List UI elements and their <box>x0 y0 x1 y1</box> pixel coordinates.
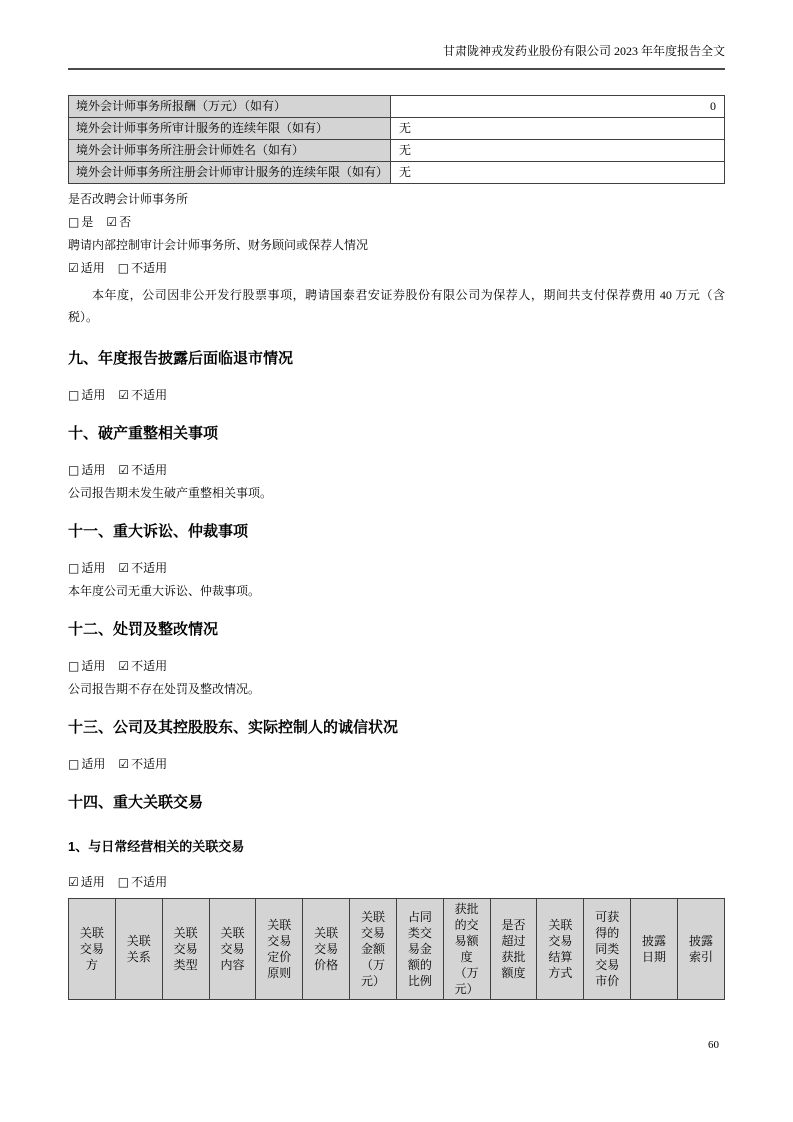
column-header: 关联关系 <box>115 899 162 1000</box>
row-value: 无 <box>391 140 725 162</box>
checkbox-unchecked-icon: □ <box>68 561 80 575</box>
header-rule <box>68 68 725 70</box>
checkbox-checked-icon: ☑ <box>118 388 130 402</box>
column-header: 获批的交易额度（万元） <box>443 899 490 1000</box>
section-9-title: 九、年度报告披露后面临退市情况 <box>68 350 294 367</box>
table-header-row <box>69 899 725 1000</box>
option-label: 不适用 <box>131 261 168 275</box>
checkbox-unchecked-icon: □ <box>117 875 130 889</box>
column-header: 关联交易类型 <box>162 899 209 1000</box>
table-row <box>69 140 725 162</box>
overseas-auditor-table <box>68 95 725 184</box>
option-label: 不适用 <box>131 659 168 673</box>
column-header: 披露索引 <box>677 899 724 1000</box>
column-header: 关联交易定价原则 <box>256 899 303 1000</box>
row-label: 境外会计师事务所审计服务的连续年限（如有） <box>69 118 391 140</box>
section-12-title: 十二、处罚及整改情况 <box>68 621 219 638</box>
column-header: 关联交易金额（万元） <box>350 899 397 1000</box>
option-label: 适用 <box>81 757 106 771</box>
option-not-applicable <box>118 261 167 275</box>
checkbox-checked-icon: ☑ <box>68 875 79 889</box>
option-label: 是 <box>81 215 94 229</box>
section-12-options <box>68 659 725 674</box>
option-applicable <box>68 561 105 575</box>
sponsor-options <box>68 261 725 276</box>
checkbox-unchecked-icon: □ <box>68 215 80 229</box>
checkbox-unchecked-icon: □ <box>117 261 130 275</box>
option-not-applicable <box>118 463 167 477</box>
section-13-title: 十三、公司及其控股股东、实际控制人的诚信状况 <box>68 719 399 736</box>
row-value: 0 <box>391 96 725 118</box>
change-auditor-options <box>68 215 725 230</box>
option-not-applicable <box>118 659 167 673</box>
option-applicable <box>68 261 105 275</box>
table-row <box>69 118 725 140</box>
row-label: 境外会计师事务所注册会计师姓名（如有） <box>69 140 391 162</box>
change-auditor-question: 是否改聘会计师事务所 <box>68 192 189 206</box>
section-10-title: 十、破产重整相关事项 <box>68 425 219 442</box>
option-label: 不适用 <box>131 388 168 402</box>
checkbox-checked-icon: ☑ <box>118 659 130 673</box>
option-label: 适用 <box>81 659 106 673</box>
row-label: 境外会计师事务所注册会计师审计服务的连续年限（如有） <box>69 162 391 184</box>
option-label: 适用 <box>80 261 105 275</box>
page-header-title: 甘肃陇神戎发药业股份有限公司 2023 年年度报告全文 <box>442 44 725 58</box>
column-header: 关联交易价格 <box>303 899 350 1000</box>
row-value: 无 <box>391 118 725 140</box>
option-label: 适用 <box>81 561 106 575</box>
section-13-options <box>68 757 725 772</box>
column-header: 披露日期 <box>631 899 678 1000</box>
section-11-title: 十一、重大诉讼、仲裁事项 <box>68 523 249 540</box>
row-value: 无 <box>391 162 725 184</box>
sponsor-paragraph: 本年度，公司因非公开发行股票事项，聘请国泰君安证券股份有限公司为保荐人，期间共支付保荐费用 40 万元（含税）。 <box>68 288 725 324</box>
option-label: 不适用 <box>131 757 168 771</box>
option-label: 适用 <box>80 875 105 889</box>
table-row <box>69 96 725 118</box>
option-applicable <box>68 388 105 402</box>
page-number: 60 <box>708 1039 719 1051</box>
section-11-options <box>68 561 725 576</box>
section-10-note: 公司报告期未发生破产重整相关事项。 <box>68 486 273 500</box>
checkbox-checked-icon: ☑ <box>118 757 130 771</box>
column-header: 占同类交易金额的比例 <box>396 899 443 1000</box>
checkbox-checked-icon: ☑ <box>118 463 130 477</box>
column-header: 是否超过获批额度 <box>490 899 537 1000</box>
sponsor-lead: 聘请内部控制审计会计师事务所、财务顾问或保荐人情况 <box>68 238 369 252</box>
option-label: 适用 <box>81 463 106 477</box>
related-transactions-table <box>68 898 725 1000</box>
section-10-options <box>68 463 725 478</box>
column-header: 可获得的同类交易市价 <box>584 899 631 1000</box>
section-14-options <box>68 875 725 890</box>
checkbox-checked-icon: ☑ <box>68 261 79 275</box>
option-yes <box>68 215 93 229</box>
section-11-note: 本年度公司无重大诉讼、仲裁事项。 <box>68 584 261 598</box>
option-applicable <box>68 875 105 889</box>
table-row <box>69 162 725 184</box>
checkbox-unchecked-icon: □ <box>68 757 80 771</box>
row-label: 境外会计师事务所报酬（万元）（如有） <box>69 96 391 118</box>
checkbox-checked-icon: ☑ <box>106 215 118 229</box>
column-header: 关联交易内容 <box>209 899 256 1000</box>
column-header: 关联交易结算方式 <box>537 899 584 1000</box>
option-applicable <box>68 463 105 477</box>
option-label: 适用 <box>81 388 106 402</box>
option-applicable <box>68 757 105 771</box>
checkbox-checked-icon: ☑ <box>118 561 130 575</box>
section-9-options <box>68 388 725 403</box>
option-label: 不适用 <box>131 875 168 889</box>
checkbox-unchecked-icon: □ <box>68 388 80 402</box>
option-not-applicable <box>118 757 167 771</box>
option-no <box>106 215 131 229</box>
section-14-subtitle: 1、与日常经营相关的关联交易 <box>68 839 245 854</box>
option-not-applicable <box>118 388 167 402</box>
option-label: 不适用 <box>131 463 168 477</box>
option-not-applicable <box>118 875 167 889</box>
option-applicable <box>68 659 105 673</box>
checkbox-unchecked-icon: □ <box>68 463 80 477</box>
section-12-note: 公司报告期不存在处罚及整改情况。 <box>68 682 261 696</box>
option-label: 不适用 <box>131 561 168 575</box>
checkbox-unchecked-icon: □ <box>68 659 80 673</box>
section-14-title: 十四、重大关联交易 <box>68 794 204 811</box>
option-label: 否 <box>119 215 132 229</box>
column-header: 关联交易方 <box>69 899 116 1000</box>
option-not-applicable <box>118 561 167 575</box>
